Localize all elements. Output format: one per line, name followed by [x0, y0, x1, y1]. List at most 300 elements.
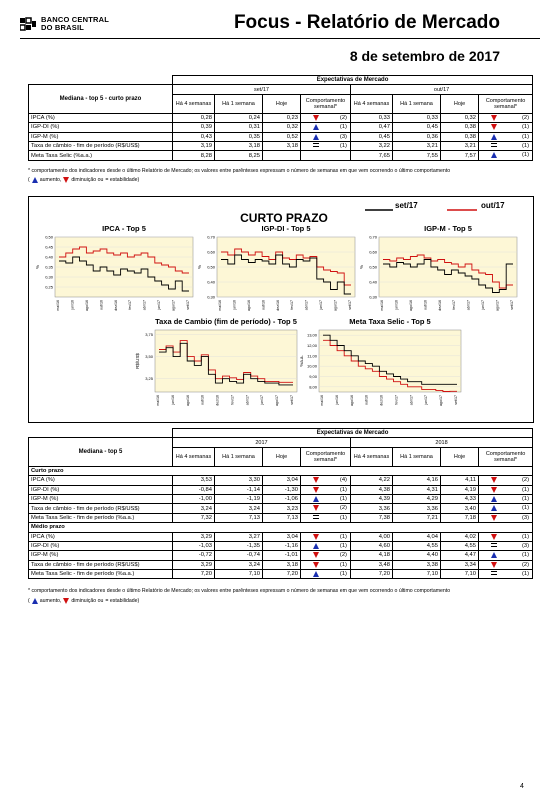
table-row [29, 541, 533, 550]
x-tick-label: ago/16 [246, 300, 251, 311]
column-header: Há 1 semana [215, 447, 263, 466]
trend-weeks: (1) [521, 495, 530, 502]
chart-title: Taxa de Cambio (fim de período) - Top 5 [155, 317, 297, 326]
row-label: Meta Taxa Selic - fim de período (%a.a.) [29, 513, 173, 522]
trend-weeks: (3) [521, 514, 530, 521]
y-tick-label: 10,00 [306, 363, 317, 369]
up-arrow-icon [491, 134, 497, 140]
value-cell: 3,23 [263, 504, 301, 513]
value-cell: 3,18 [263, 560, 301, 569]
value-cell [263, 151, 301, 160]
x-tick-label: dez/16 [379, 395, 384, 406]
value-cell: 3,30 [215, 476, 263, 485]
value-cell: -1,03 [173, 541, 215, 550]
down-arrow-icon [313, 552, 319, 558]
x-tick-label: ago/16 [84, 300, 89, 311]
down-arrow-icon [491, 515, 497, 521]
y-axis-label: %a.a. [299, 355, 304, 367]
value-cell: -1,01 [263, 551, 301, 560]
trend-cell [301, 494, 351, 503]
value-cell: 7,13 [215, 513, 263, 522]
value-cell: 7,57 [441, 151, 479, 160]
up-arrow-icon [313, 124, 319, 130]
x-tick-label: jun/16 [232, 300, 237, 310]
up-arrow-icon [491, 496, 497, 502]
section-row [29, 523, 533, 532]
trend-weeks: (1) [339, 514, 347, 521]
legend-down-text: diminuição ou [71, 177, 104, 183]
column-header: Há 1 semana [215, 94, 263, 113]
value-cell: 3,36 [351, 504, 393, 513]
x-tick-label: dez/16 [113, 300, 118, 311]
table1-footnote: * comportamento dos indicadores desde o último Relatório de Mercado; os valores entre parênteses expressam o número de semanas em que vem ocorrendo o último comportamento [28, 168, 451, 174]
x-tick-label: abr/17 [466, 300, 471, 311]
table1-legend [28, 177, 139, 183]
y-axis-label: % [359, 264, 364, 270]
y-axis-label: % [197, 264, 202, 270]
x-tick-label: mai/16 [380, 300, 384, 311]
y-axis-label: R$/US$ [135, 353, 140, 369]
value-cell: 4,40 [393, 551, 441, 560]
down-arrow-icon [491, 487, 497, 493]
equal-icon [491, 143, 497, 147]
value-cell: 3,29 [173, 532, 215, 541]
value-cell: 4,00 [351, 532, 393, 541]
value-cell: 3,22 [351, 141, 393, 150]
value-cell: 3,53 [173, 476, 215, 485]
x-tick-label: dez/16 [215, 395, 220, 406]
period-right: out/17 [351, 85, 533, 94]
value-cell: 4,55 [393, 541, 441, 550]
x-tick-label: out/16 [99, 300, 104, 310]
y-tick-label: 12,00 [306, 343, 317, 348]
column-header: Comportamento semanal* [479, 447, 533, 466]
x-tick-label: ago/16 [349, 395, 354, 406]
trend-weeks: (1) [521, 142, 530, 149]
up-arrow-icon [313, 496, 319, 502]
row-label: IGP-M (%) [29, 132, 173, 141]
trend-cell [301, 132, 351, 141]
period-row [29, 438, 533, 447]
value-cell: 0,43 [173, 132, 215, 141]
value-cell: 7,20 [173, 570, 215, 579]
column-header: Hoje [441, 94, 479, 113]
value-cell: 4,02 [441, 532, 479, 541]
column-header: Há 4 semanas [351, 447, 393, 466]
value-cell: -0,72 [173, 551, 215, 560]
y-tick-label: 0,60 [369, 249, 377, 255]
value-cell: 7,10 [441, 570, 479, 579]
x-tick-label: set/17 [454, 395, 458, 405]
value-cell: 4,33 [441, 494, 479, 503]
x-tick-label: set/17 [510, 300, 514, 310]
value-cell: 3,34 [441, 560, 479, 569]
column-header: Há 1 semana [393, 94, 441, 113]
value-cell: 3,19 [173, 141, 215, 150]
y-tick-label: 3,50 [145, 354, 153, 360]
legend-eq-text: = estabilidade) [105, 598, 140, 604]
trend-weeks: (1) [521, 552, 530, 559]
x-tick-label: ago/16 [408, 300, 413, 311]
y-tick-label: 3,25 [145, 376, 153, 382]
x-tick-label: abr/17 [409, 395, 414, 406]
value-cell: 4,22 [351, 476, 393, 485]
table-row [29, 570, 533, 579]
value-cell: 3,29 [173, 560, 215, 569]
legend-down-text: diminuição ou [71, 598, 104, 604]
table-caption: Expectativas de Mercado [173, 76, 533, 85]
value-cell: 3,04 [263, 476, 301, 485]
period-left: set/17 [173, 85, 351, 94]
table-row [29, 476, 533, 485]
value-cell: 7,21 [393, 513, 441, 522]
table-row [29, 151, 533, 160]
y-tick-label: 11,00 [307, 353, 317, 359]
up-arrow-icon [313, 543, 319, 549]
value-cell: 0,45 [351, 132, 393, 141]
x-tick-label: jun/17 [424, 395, 429, 405]
equal-icon [491, 543, 497, 547]
period-right: 2018 [351, 438, 533, 447]
y-tick-label: 0,40 [45, 254, 53, 260]
value-cell: 3,38 [393, 560, 441, 569]
section-title: Médio prazo [29, 523, 533, 532]
page-number: 4 [520, 783, 524, 790]
trend-cell [479, 132, 533, 141]
trend-weeks: (2) [339, 552, 347, 559]
value-cell: 0,38 [441, 123, 479, 132]
value-cell: 4,31 [393, 485, 441, 494]
value-cell: 4,16 [393, 476, 441, 485]
value-cell: 0,28 [173, 113, 215, 122]
table-row [29, 532, 533, 541]
up-arrow-icon [313, 134, 319, 140]
chart-panel [35, 224, 193, 311]
up-arrow-icon [491, 505, 497, 511]
down-arrow-icon [491, 534, 497, 540]
chart-title: Meta Taxa Selic - Top 5 [349, 317, 431, 326]
trend-cell [479, 141, 533, 150]
down-arrow-icon [63, 177, 69, 183]
down-arrow-icon [313, 534, 319, 540]
trend-weeks: (1) [339, 495, 347, 502]
x-tick-label: jun/16 [170, 395, 175, 405]
value-cell: 0,32 [441, 113, 479, 122]
x-tick-label: jun/17 [260, 395, 265, 405]
section-row [29, 466, 533, 475]
chart-title: IGP-M - Top 5 [424, 224, 472, 233]
trend-weeks: (2) [339, 114, 347, 121]
row-label: IPCA (%) [29, 113, 173, 122]
y-tick-label: 0,50 [369, 264, 377, 270]
trend-cell [301, 151, 351, 160]
chart-panel [197, 224, 355, 311]
trend-cell [479, 123, 533, 132]
value-cell: 0,24 [215, 113, 263, 122]
value-cell: 4,29 [393, 494, 441, 503]
value-cell: -1,16 [263, 541, 301, 550]
trend-weeks: (2) [339, 505, 347, 512]
x-tick-label: fev/17 [452, 300, 457, 310]
value-cell: 7,10 [393, 570, 441, 579]
trend-weeks: (1) [521, 505, 530, 512]
value-cell: 4,39 [351, 494, 393, 503]
y-tick-label: 0,45 [45, 244, 53, 250]
y-tick-label: 3,75 [145, 331, 153, 337]
column-header: Há 4 semanas [351, 94, 393, 113]
y-tick-label: 0,30 [207, 294, 215, 300]
value-cell: 0,33 [393, 113, 441, 122]
row-label: IPCA (%) [29, 532, 173, 541]
value-cell: -1,00 [173, 494, 215, 503]
down-arrow-icon [491, 115, 497, 121]
value-cell: 7,32 [173, 513, 215, 522]
trend-cell [479, 541, 533, 550]
trend-weeks: (2) [521, 561, 530, 568]
trend-weeks: (3) [521, 542, 530, 549]
down-arrow-icon [313, 562, 319, 568]
down-arrow-icon [491, 124, 497, 130]
row-header: Mediana - top 5 [29, 438, 173, 466]
value-cell: 0,47 [351, 123, 393, 132]
value-cell: 3,36 [393, 504, 441, 513]
trend-weeks: (1) [521, 486, 530, 493]
value-cell: 8,28 [173, 151, 215, 160]
table-row [29, 504, 533, 513]
value-cell: 3,21 [393, 141, 441, 150]
value-cell: 7,13 [263, 513, 301, 522]
trend-cell [479, 532, 533, 541]
value-cell: -1,06 [263, 494, 301, 503]
section-title: Curto prazo [29, 466, 533, 475]
value-cell: 0,23 [263, 113, 301, 122]
market-expectations-table-annual [28, 428, 533, 579]
value-cell: 4,19 [441, 485, 479, 494]
trend-weeks: (1) [521, 533, 530, 540]
table-row [29, 494, 533, 503]
x-tick-label: ago/17 [171, 300, 176, 311]
logo-line-2: DO BRASIL [41, 23, 85, 32]
trend-cell [301, 123, 351, 132]
row-label: Meta Taxa Selic - fim de período (%a.a.) [29, 570, 173, 579]
x-tick-label: mai/16 [156, 395, 160, 406]
trend-cell [479, 504, 533, 513]
bcb-logo-icon [20, 16, 36, 32]
value-cell: 0,35 [215, 132, 263, 141]
trend-weeks: (4) [339, 477, 347, 484]
table-row [29, 123, 533, 132]
table-caption: Expectativas de Mercado [173, 429, 533, 438]
x-tick-label: fev/17 [230, 395, 235, 405]
legend-open: ( [28, 177, 30, 183]
short-term-charts-panel [28, 196, 534, 423]
x-tick-label: jun/17 [319, 300, 324, 310]
column-header: Comportamento semanal* [301, 447, 351, 466]
value-cell: -1,35 [215, 541, 263, 550]
column-header: Há 4 semanas [173, 447, 215, 466]
chart-title: IGP-DI - Top 5 [261, 224, 311, 233]
value-cell: -0,74 [215, 551, 263, 560]
trend-cell [301, 570, 351, 579]
trend-cell [479, 113, 533, 122]
down-arrow-icon [313, 487, 319, 493]
value-cell: 0,32 [263, 123, 301, 132]
equal-icon [491, 571, 497, 575]
table-row [29, 485, 533, 494]
x-tick-label: ago/17 [495, 300, 500, 311]
x-tick-label: dez/16 [437, 300, 442, 311]
x-tick-label: fev/17 [290, 300, 295, 310]
value-cell: 7,18 [441, 513, 479, 522]
report-date: 8 de setembro de 2017 [349, 48, 500, 64]
value-cell: 0,31 [215, 123, 263, 132]
table-row [29, 551, 533, 560]
legend-black-label: set/17 [395, 201, 418, 210]
equal-icon [313, 143, 319, 147]
row-label: IGP-DI (%) [29, 123, 173, 132]
column-header: Hoje [441, 447, 479, 466]
trend-weeks: (1) [339, 142, 347, 149]
value-cell: 3,24 [215, 504, 263, 513]
trend-cell [301, 476, 351, 485]
value-cell: 7,20 [351, 570, 393, 579]
table-row [29, 113, 533, 122]
x-tick-label: out/16 [261, 300, 266, 310]
down-arrow-icon [63, 598, 69, 604]
down-arrow-icon [313, 505, 319, 511]
x-tick-label: jun/16 [334, 395, 339, 405]
y-tick-label: 13,00 [306, 332, 317, 338]
value-cell: 3,18 [263, 141, 301, 150]
value-cell: 0,36 [393, 132, 441, 141]
market-expectations-table-short [28, 75, 533, 161]
y-tick-label: 0,70 [207, 234, 215, 240]
value-cell: 7,55 [393, 151, 441, 160]
y-tick-label: 0,70 [369, 234, 377, 240]
value-cell: 3,24 [215, 560, 263, 569]
value-cell: 3,27 [215, 532, 263, 541]
table-row [29, 132, 533, 141]
trend-cell [479, 560, 533, 569]
row-label: IGP-DI (%) [29, 485, 173, 494]
charts-main-title: CURTO PRAZO [240, 211, 328, 225]
trend-weeks: (2) [521, 114, 530, 121]
legend-open: ( [28, 598, 30, 604]
value-cell: 0,38 [441, 132, 479, 141]
trend-weeks: (1) [521, 571, 530, 578]
down-arrow-icon [491, 562, 497, 568]
value-cell: 4,38 [351, 485, 393, 494]
value-cell: 4,18 [351, 551, 393, 560]
column-header: Hoje [263, 94, 301, 113]
trend-cell [301, 551, 351, 560]
value-cell: 4,47 [441, 551, 479, 560]
trend-cell [301, 141, 351, 150]
legend-up-text: aumento, [39, 177, 62, 183]
x-tick-label: ago/17 [333, 300, 338, 311]
trend-weeks: (1) [521, 124, 530, 131]
trend-cell [479, 151, 533, 160]
x-tick-label: jun/17 [157, 300, 162, 310]
trend-weeks: (1) [339, 542, 347, 549]
x-tick-label: ago/16 [185, 395, 190, 406]
value-cell: 4,60 [351, 541, 393, 550]
x-tick-label: mai/16 [56, 300, 60, 311]
up-arrow-icon [32, 177, 38, 183]
table2-legend [28, 598, 139, 604]
trend-weeks: (1) [339, 124, 347, 131]
blank-cell [29, 76, 173, 85]
table-row [29, 513, 533, 522]
value-cell: 0,45 [393, 123, 441, 132]
trend-cell [301, 541, 351, 550]
x-tick-label: abr/17 [245, 395, 250, 406]
trend-weeks: (1) [339, 533, 347, 540]
table-row [29, 560, 533, 569]
y-tick-label: 0,50 [45, 234, 53, 240]
y-tick-label: 0,50 [207, 264, 215, 270]
x-tick-label: abr/17 [142, 300, 147, 311]
x-tick-label: out/16 [364, 395, 369, 405]
y-tick-label: 0,35 [45, 264, 53, 270]
caption-row [29, 76, 533, 85]
x-tick-label: jun/16 [394, 300, 399, 310]
blank-cell [29, 429, 173, 438]
y-axis-label: % [35, 264, 40, 270]
trend-cell [301, 560, 351, 569]
trend-weeks: (1) [339, 571, 347, 578]
value-cell: 0,39 [173, 123, 215, 132]
x-tick-label: abr/17 [304, 300, 309, 311]
y-tick-label: 0,30 [45, 274, 53, 280]
y-tick-label: 0,25 [45, 284, 53, 290]
value-cell: 3,18 [215, 141, 263, 150]
x-tick-label: set/17 [186, 300, 190, 310]
value-cell: 7,10 [215, 570, 263, 579]
down-arrow-icon [491, 477, 497, 483]
column-header: Há 4 semanas [173, 94, 215, 113]
trend-cell [479, 476, 533, 485]
report-title: Focus - Relatório de Mercado [233, 12, 500, 33]
table-row [29, 141, 533, 150]
x-tick-label: jun/16 [70, 300, 75, 310]
trend-cell [479, 485, 533, 494]
x-tick-label: out/16 [200, 395, 205, 405]
bcb-logo [20, 16, 109, 32]
trend-cell [479, 494, 533, 503]
trend-cell [479, 513, 533, 522]
row-label: IPCA (%) [29, 476, 173, 485]
down-arrow-icon [313, 477, 319, 483]
caption-row [29, 429, 533, 438]
trend-cell [301, 485, 351, 494]
table2-footnote: * comportamento dos indicadores desde o último Relatório de Mercado; os valores entre parênteses expressam o número de semanas em que vem ocorrendo o último comportamento [28, 588, 451, 594]
trend-cell [301, 504, 351, 513]
trend-cell [479, 570, 533, 579]
up-arrow-icon [491, 552, 497, 558]
value-cell: 3,21 [441, 141, 479, 150]
trend-weeks: (1) [339, 486, 347, 493]
x-tick-label: set/17 [348, 300, 352, 310]
logo-line-1: BANCO CENTRAL [41, 15, 110, 24]
column-header: Comportamento semanal* [479, 94, 533, 113]
chart-panel [359, 224, 517, 311]
up-arrow-icon [491, 152, 497, 158]
chart-panel [299, 317, 461, 406]
y-tick-label: 0,60 [207, 249, 215, 255]
value-cell: -0,84 [173, 485, 215, 494]
x-tick-label: fev/17 [394, 395, 399, 405]
